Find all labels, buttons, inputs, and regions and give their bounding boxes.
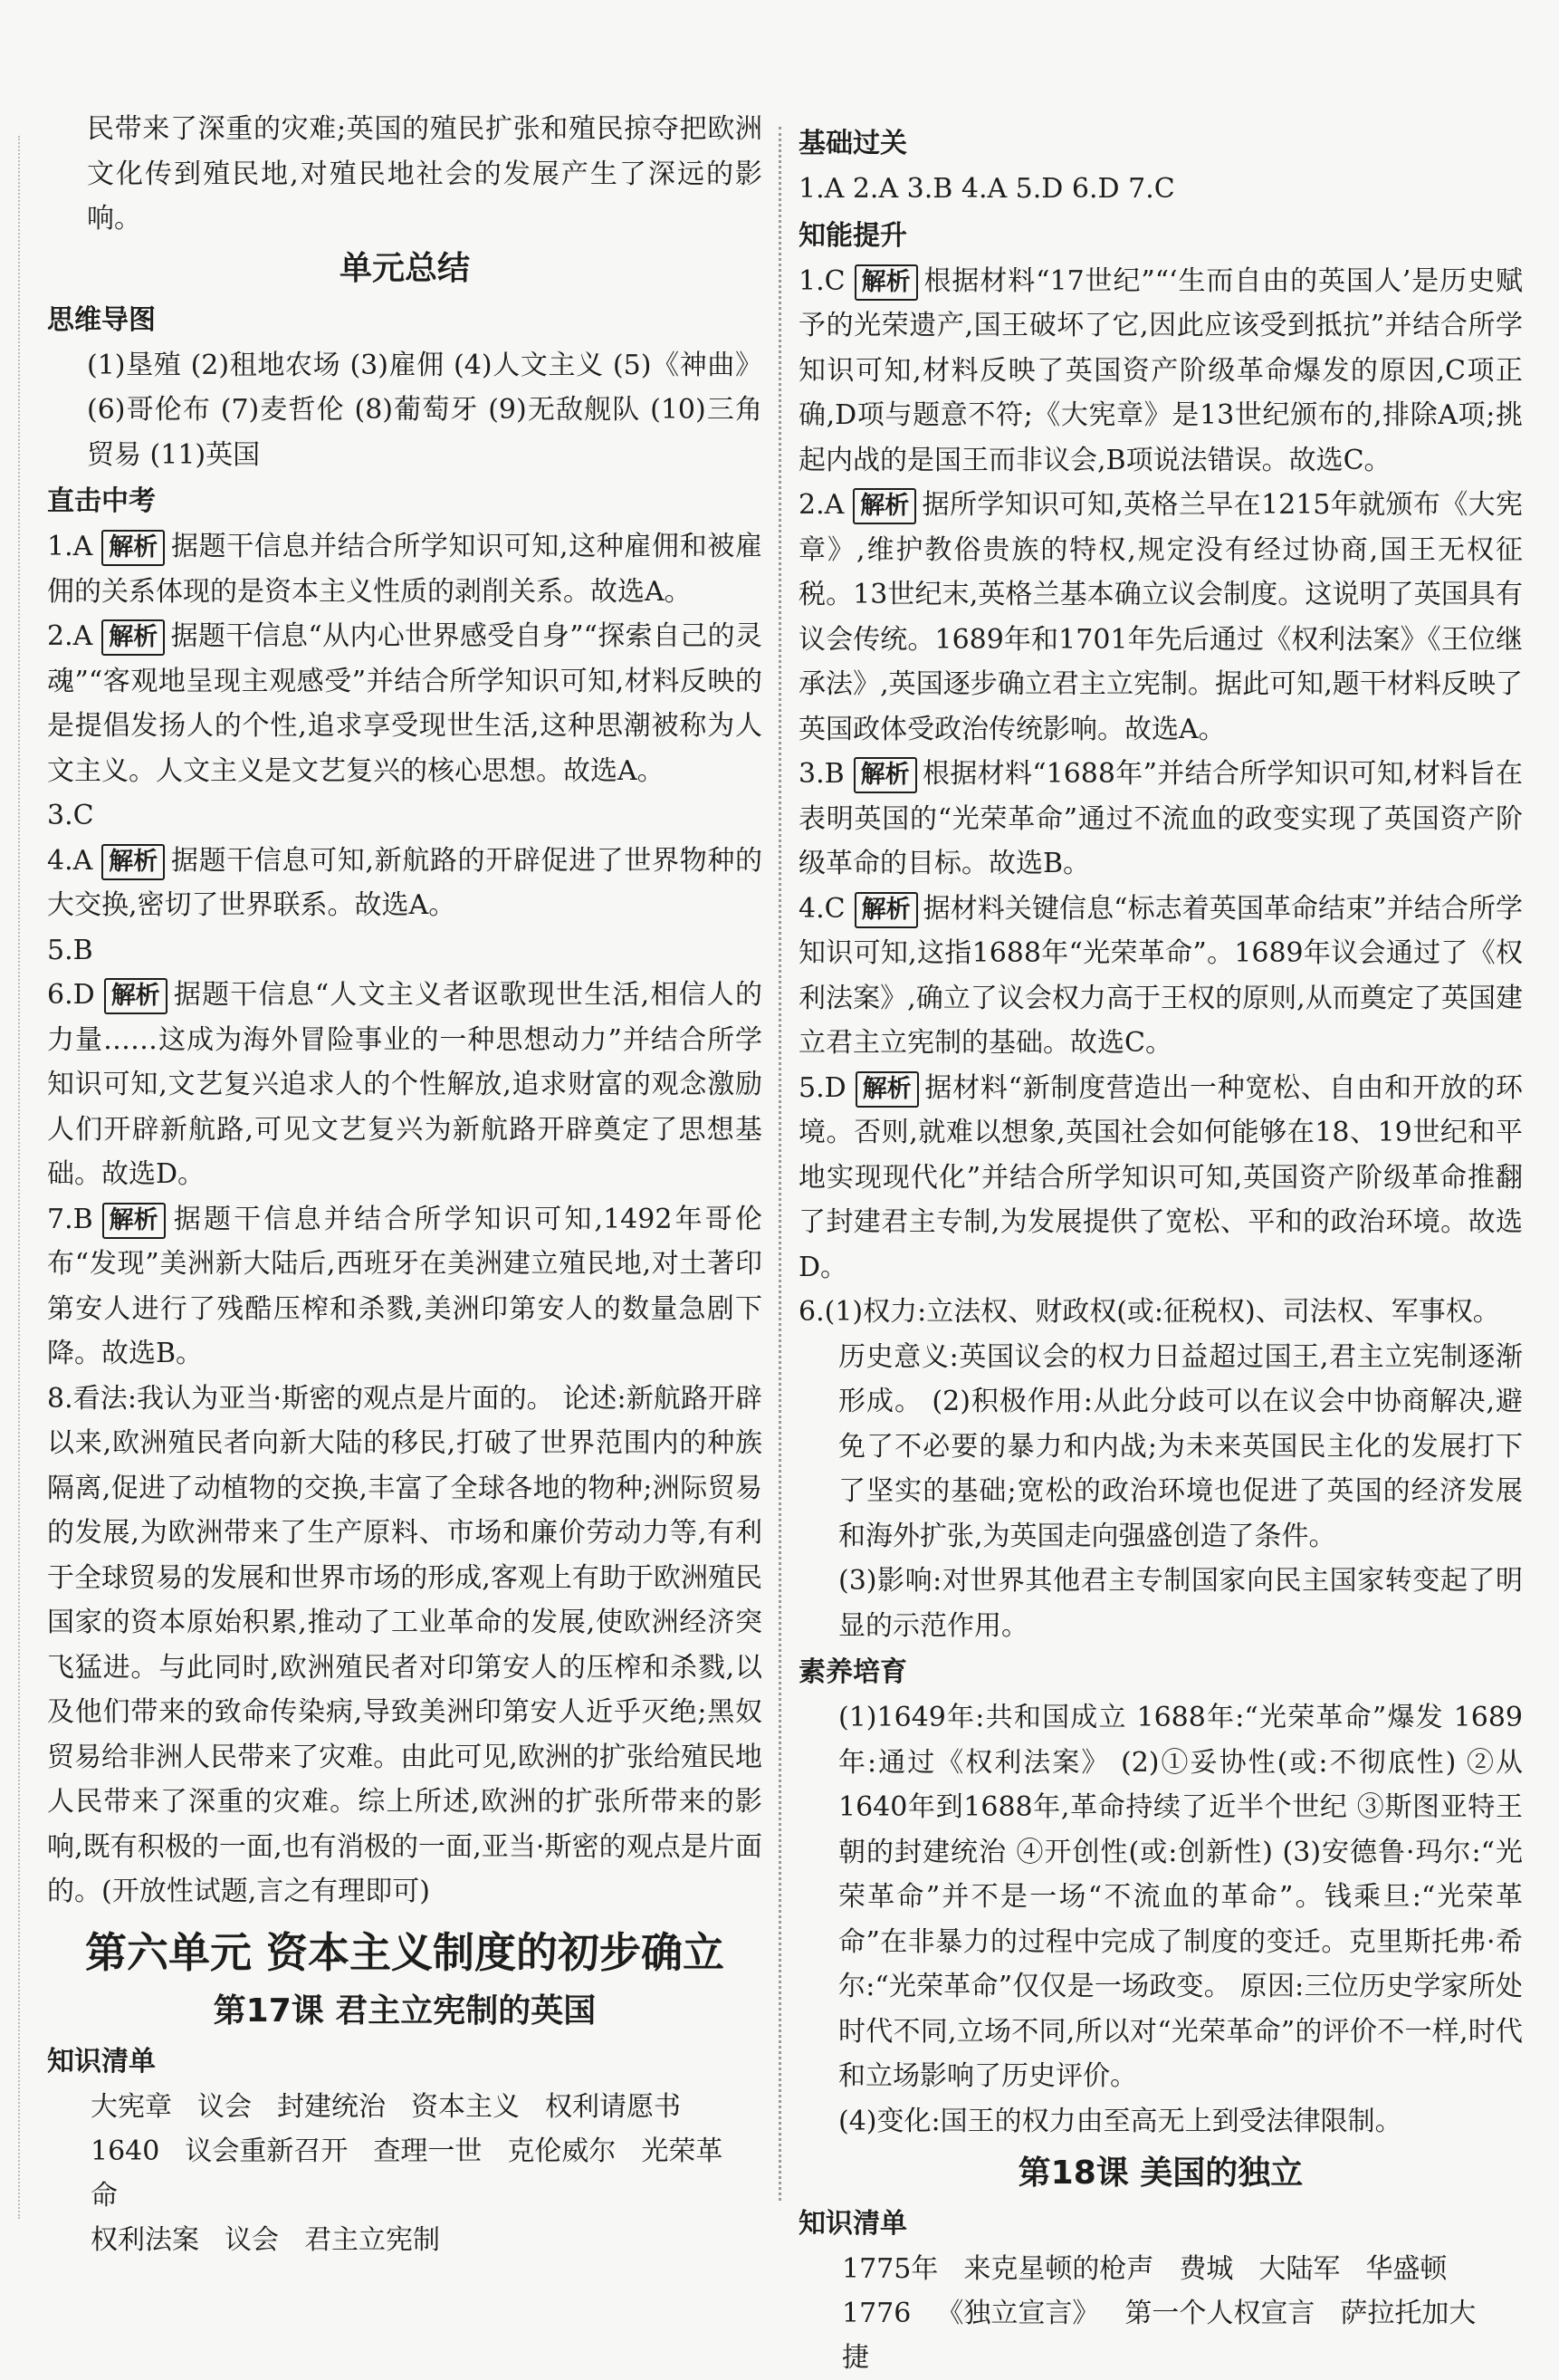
knowledge-list-heading-18: 知识清单	[799, 2208, 907, 2240]
continued-paragraph: 民带来了深重的灾难;英国的殖民扩张和殖民掠夺把欧洲文化传到殖民地,对殖民地社会的发展产生了深远的影响。	[87, 113, 762, 235]
lesson-17-title: 第17课 君主立宪制的英国	[213, 1991, 597, 2030]
answer-item-4: 4.A 解析 据题干信息可知,新航路的开辟促进了世界物种的大交换,密切了世界联系。故选A。	[47, 844, 762, 921]
answer-item-8: 8.看法:我认为亚当·斯密的观点是片面的。 论述:新航路开辟以来,欧洲殖民者向新大陆的移民,打破了世界范围内的种族隔离,促进了动植物的交换,丰富了全球各地的物种;洲际贸易的发展,为欧洲带来了生产原料、市场和廉价劳动力等,有利于全球贸易的发展和世界市场的形成,客观上有助于欧洲殖民国家的资本原始积累,推动了工业革命的发展,使欧洲经济突飞猛进。与此同时,欧洲殖民者对印第安人的压榨和杀戮,以及他们带来的致命传染病,导致美洲印第安人近乎灭绝;黑奴贸易给非洲人民带来了灾难。由此可见,欧洲的扩张给殖民地人民带来了深重的灾难。综上所述,欧洲的扩张所带来的影响,既有积极的一面,也有消极的一面,亚当·斯密的观点是片面的。(开放性试题,言之有理即可)	[47, 1382, 762, 1907]
literacy-answer-1-3: (1)1649年:共和国成立 1688年:“光荣革命”爆发 1689年:通过《权利法案》 (2)①妥协性(或:不彻底性) ②从1640年到1688年,革命持续了近半个世纪 ③斯图亚特王朝的封建统治 ④开创性(或:创新性) (3)安德鲁·玛尔:“光荣革命”并不是一场“不流血的革命”。钱乘旦:“光荣革命”在非暴力的过程中完成了制度的变迁。克里斯托弗·希尔:“光荣革命”仅仅是一场政变。 原因:三位历史学家所处时代不同,立场不同,所以对“光荣革命”的评价不一样,时代和立场影响了历史评价。	[838, 1702, 1523, 2092]
improve-item-6c: (3)影响:对世界其他君主专制国家向民主国家转变起了明显的示范作用。	[838, 1565, 1523, 1642]
lesson-18-title: 第18课 美国的独立	[1018, 2154, 1304, 2192]
analysis-tag: 解析	[101, 619, 165, 656]
improve-item-1: 1.C 解析 根据材料“17世纪”“‘生而自由的英国人’是历史赋予的光荣遗产,国王破坏了它,因此应该受到抵抗”并结合所学知识可知,材料反映了英国资产阶级革命爆发的原因,C项正确,D项与题意不符;《大宪章》是13世纪颁布的,排除A项;挑起内战的是国王而非议会,B项说法错误。故选C。	[799, 264, 1523, 476]
unit-six-title: 第六单元 资本主义制度的初步确立	[84, 1927, 724, 1977]
improve-heading: 知能提升	[799, 219, 907, 252]
keyword-line: 1775年 来克星顿的枪声 费城 大陆军 华盛顿	[842, 2253, 1448, 2285]
answer-item-6: 6.D 解析 据题干信息“人文主义者讴歌现世生活,相信人的力量……这成为海外冒险事业的一种思想动力”并结合所学知识可知,文艺复兴追求人的个性解放,追求财富的观念激励人们开辟新航路,可见文艺复兴为新航路开辟奠定了思想基础。故选D。	[47, 979, 762, 1190]
improve-item-5: 5.D 解析 据材料“新制度营造出一种宽松、自由和开放的环境。否则,就难以想象,英国社会如何能够在18、19世纪和平地实现现代化”并结合所学知识可知,英国资产阶级革命推翻了封建君主专制,为发展提供了宽松、平和的政治环境。故选D。	[799, 1071, 1523, 1283]
analysis-tag: 解析	[853, 488, 916, 524]
binding-margin-line	[18, 136, 20, 2219]
answer-item-7: 7.B 解析 据题干信息并结合所学知识可知,1492年哥伦布“发现”美洲新大陆后,西班牙在美洲建立殖民地,对土著印第安人进行了残酷压榨和杀戮,美洲印第安人的数量急剧下降。故选B。	[47, 1203, 762, 1369]
answer-item-2: 2.A 解析 据题干信息“从内心世界感受自身”“探索自己的灵魂”“客观地呈现主观感受”并结合所学知识可知,材料反映的是提倡发扬人的个性,追求享受现世生活,这种思潮被称为人文主义。人文主义是文艺复兴的核心思想。故选A。	[47, 620, 762, 787]
analysis-tag: 解析	[101, 844, 165, 880]
analysis-tag: 解析	[101, 530, 165, 566]
analysis-tag: 解析	[855, 264, 918, 301]
keyword-line: 权利法案 议会 君主立宪制	[91, 2223, 440, 2256]
zhongkao-heading: 直击中考	[47, 485, 156, 517]
mindmap-answers: (1)垦殖 (2)租地农场 (3)雇佣 (4)人文主义 (5)《神曲》 (6)哥伦布 (7)麦哲伦 (8)葡萄牙 (9)无敌舰队 (10)三角贸易 (11)英国	[87, 349, 762, 471]
analysis-tag: 解析	[856, 1071, 919, 1108]
analysis-tag: 解析	[104, 978, 167, 1014]
column-divider	[779, 127, 781, 2201]
answer-item-1: 1.A 解析 据题干信息并结合所学知识可知,这种雇佣和被雇佣的关系体现的是资本主义性质的剥削关系。故选A。	[47, 531, 762, 608]
literacy-heading: 素养培育	[799, 1656, 907, 1688]
keyword-line: 1776 《独立宣言》 第一个人权宣言 萨拉托加大捷	[842, 2298, 1477, 2374]
basic-heading: 基础过关	[799, 128, 907, 159]
improve-item-4: 4.C 解析 据材料关键信息“标志着英国革命结束”并结合所学知识可知,这指1688年“光荣革命”。1689年议会通过了《权利法案》,确立了议会权力高于王权的原则,从而奠定了英国建立君主立宪制的基础。故选C。	[799, 892, 1523, 1059]
keyword-line: 大宪章 议会 封建统治 资本主义 权利请愿书	[91, 2090, 681, 2123]
improve-item-2: 2.A 解析 据所学知识可知,英格兰早在1215年就颁布《大宪章》,维护教俗贵族的特权,规定没有经过协商,国王无权征税。13世纪末,英格兰基本确立议会制度。这说明了英国具有议会传统。1689年和1701年先后通过《权利法案》《王位继承法》,英国逐步确立君主立宪制。据此可知,题干材料反映了英国政体受政治传统影响。故选A。	[799, 489, 1523, 745]
right-column	[799, 120, 1523, 2380]
basic-answers: 1.A 2.A 3.B 4.A 5.D 6.D 7.C	[799, 173, 1175, 205]
knowledge-list-heading: 知识清单	[47, 2045, 156, 2078]
literacy-answer-4: (4)变化:国王的权力由至高无上到受法律限制。	[838, 2105, 1402, 2137]
unit-summary-title: 单元总结	[339, 249, 470, 287]
improve-item-6b: 历史意义:英国议会的权力日益超过国王,君主立宪制逐渐形成。 (2)积极作用:从此分歧可以在议会中协商解决,避免了不必要的暴力和内战;为未来英国民主化的发展打下了坚实的基础;宽松的政治环境也促进了英国的经济发展和海外扩张,为英国走向强盛创造了条件。	[838, 1340, 1523, 1552]
analysis-tag: 解析	[855, 892, 918, 928]
left-column	[47, 107, 762, 2262]
answer-item-3: 3.C	[47, 800, 94, 831]
mindmap-heading: 思维导图	[47, 303, 156, 336]
improve-item-6a: 6.(1)权力:立法权、财政权(或:征税权)、司法权、军事权。	[799, 1296, 1500, 1328]
improve-item-3: 3.B 解析 根据材料“1688年”并结合所学知识可知,材料旨在表明英国的“光荣革命”通过不流血的政变实现了英国资产阶级革命的目标。故选B。	[799, 758, 1523, 879]
keyword-line: 1640 议会重新召开 查理一世 克伦威尔 光荣革命	[91, 2135, 723, 2212]
analysis-tag: 解析	[102, 1203, 166, 1239]
analysis-tag: 解析	[854, 757, 917, 793]
answer-item-5: 5.B	[47, 934, 93, 966]
